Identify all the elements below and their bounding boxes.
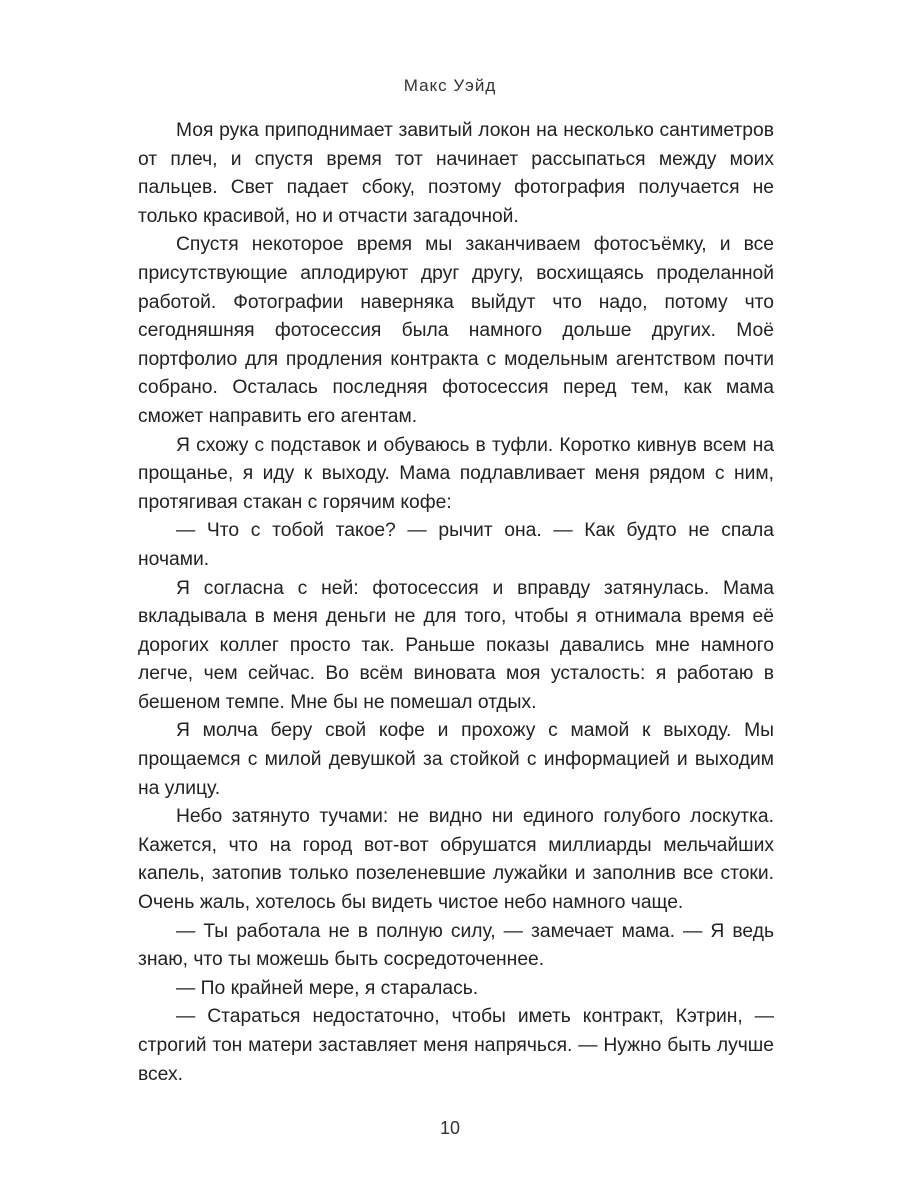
paragraph: Я схожу с подставок и обуваюсь в туфли. Коротко кивнув всем на прощанье, я иду к выходу. Мама подлавливает меня рядом с ним, протягивая стакан с горячим кофе: <box>138 434 774 513</box>
page-number: 10 <box>439 1118 461 1138</box>
paragraph: Моя рука приподнимает завитый локон на несколько сантиметров от плеч, и спустя время тот начинает рассыпаться между моих пальцев. Свет падает сбоку, поэтому фотография получается не только красивой, но и отчасти загадочной. <box>138 120 774 227</box>
paragraph: Я молча беру свой кофе и прохожу с мамой к выходу. Мы прощаемся с милой девушкой за стойкой с информацией и выходим на улицу. <box>138 720 774 799</box>
dialogue-paragraph: — Стараться недостаточно, чтобы иметь контракт, Кэтрин, — строгий тон матери заставляет меня напрячься. — Нужно быть лучше всех. <box>138 1006 774 1085</box>
body-text <box>138 117 774 1089</box>
paragraph: Небо затянуто тучами: не видно ни единого голубого лоскутка. Кажется, что на город вот-вот обрушатся миллиарды мельчайших капель, затопив только позеленевшие лужайки и заполнив все стоки. Очень жаль, хотелось бы видеть чистое небо намного чаще. <box>138 806 774 914</box>
dialogue-paragraph: — Ты работала не в полную силу, — замечает мама. — Я ведь знаю, что ты можешь быть сосредоточеннее. <box>138 920 774 971</box>
dialogue-paragraph: — По крайней мере, я старалась. <box>176 977 479 999</box>
paragraph: Спустя некоторое время мы заканчиваем фотосъёмку, и все присутствующие аплодируют друг другу, восхищаясь проделанной работой. Фотографии наверняка выйдут что надо, потому что сегодняшняя фотосессия была намного дольше других. Моё портфолио для продления контракта с модельным агентством почти собрано. Осталась последняя фотосессия перед тем, как мама сможет направить его агентам. <box>138 234 774 427</box>
paragraph: Я согласна с ней: фотосессия и вправду затянулась. Мама вкладывала в меня деньги не для того, чтобы я отнимала время её дорогих коллег просто так. Раньше показы давались мне намного легче, чем сейчас. Во всём виновата моя усталость: я работаю в бешеном темпе. Мне бы не помешал отдых. <box>138 577 774 713</box>
dialogue-paragraph: — Что с тобой такое? — рычит она. — Как будто не спала ночами. <box>138 520 774 570</box>
running-header-author: Макс Уэйд <box>403 76 497 95</box>
